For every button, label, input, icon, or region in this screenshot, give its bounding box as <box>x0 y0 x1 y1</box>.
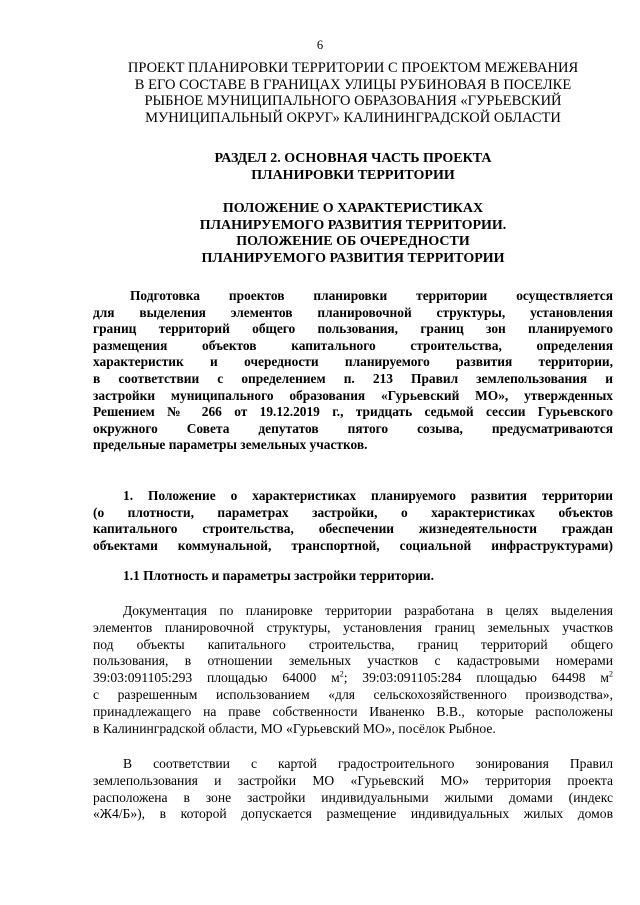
paragraph-1-line: в Калининградской области, МО «Гурьевский МО», посёлок Рыбное. <box>93 720 496 736</box>
paragraph-2-line: «Ж4/Б»), в которой допускается размещение индивидуальных жилых домов <box>93 806 613 822</box>
area-superscript: 2 <box>339 670 344 679</box>
intro-line: застройки муниципального образования «Гурьевский МО», утвержденных <box>93 387 613 403</box>
section-1-heading-line: капитального строительства, обеспечении жизнедеятельности граждан <box>93 521 613 537</box>
subsection-title <box>112 201 594 267</box>
paragraph-2-line: В соответствии с картой градостроительного зонирования Правил <box>123 756 613 771</box>
subsection-1-1-heading-text: 1.1 Плотность и параметры застройки территории. <box>123 568 434 583</box>
section-title-line: РАЗДЕЛ 2. ОСНОВНАЯ ЧАСТЬ ПРОЕКТА <box>214 151 492 166</box>
paragraph-1-line: элементов планировочной структуры, установления границ земельных участков <box>93 619 613 635</box>
section-title-line: ПЛАНИРОВКИ ТЕРРИТОРИИ <box>251 167 455 183</box>
document-title-line: МУНИЦИПАЛЬНЫЙ ОКРУГ» КАЛИНИНГРАДСКОЙ ОБЛАСТИ <box>145 109 561 126</box>
intro-line: Подготовка проектов планировки территории осуществляется <box>130 288 613 303</box>
document-title-line: ПРОЕКТ ПЛАНИРОВКИ ТЕРРИТОРИИ С ПРОЕКТОМ МЕЖЕВАНИЯ <box>127 60 579 76</box>
document-title <box>112 60 594 126</box>
paragraph-1-line: Документация по планировке территории разработана в целях выделения <box>123 603 613 618</box>
paragraph-1-line: принадлежащего на праве собственности Иваненко В.В., которые расположены <box>93 703 613 719</box>
subsection-1-1-heading <box>123 568 593 585</box>
intro-line: характеристик и очередности планируемого развития территории, <box>93 354 613 370</box>
intro-line: предельные параметры земельных участков. <box>93 437 368 453</box>
section-1-heading-line: объектами коммунальной, транспортной, социальной инфраструктурами) <box>93 537 613 553</box>
intro-line: размещения объектов капитального строительства, определения <box>93 337 613 353</box>
page-number: 6 <box>316 38 324 52</box>
paragraph-1-area-line <box>93 670 613 687</box>
document-title-line: В ЕГО СОСТАВЕ В ГРАНИЦАХ УЛИЦЫ РУБИНОВАЯ В ПОСЕЛКЕ <box>134 76 572 93</box>
section-1-heading-line: (о плотности, параметрах застройки, о характеристиках объектов <box>93 504 613 520</box>
paragraph-1 <box>93 603 613 737</box>
paragraph-2-line: землепользования и застройки МО «Гурьевский МО» территория проекта <box>93 772 613 788</box>
area-superscript: 2 <box>608 670 613 679</box>
document-title-line: РЫБНОЕ МУНИЦИПАЛЬНОГО ОБРАЗОВАНИЯ «ГУРЬЕВСКИЙ <box>144 93 562 109</box>
intro-paragraph <box>93 288 613 454</box>
intro-line: границ территорий общего пользования, границ зон планируемого <box>93 321 613 337</box>
subsection-title-line: ПЛАНИРУЕМОГО РАЗВИТИЯ ТЕРРИТОРИИ. <box>199 217 507 233</box>
subsection-title-line: ПОЛОЖЕНИЕ ОБ ОЧЕРЕДНОСТИ <box>236 234 470 249</box>
section-1-heading <box>93 488 613 554</box>
intro-line: для выделения элементов планировочной структуры, установления <box>93 304 613 320</box>
paragraph-2 <box>93 756 613 823</box>
intro-line: в соответствии с определением п. 213 Правил землепользования и <box>93 370 613 386</box>
area-text-a: 39:03:091105:293 площадью 64000 м <box>93 670 340 686</box>
subsection-title-line: ПОЛОЖЕНИЕ О ХАРАКТЕРИСТИКАХ <box>222 201 484 216</box>
paragraph-1-line: пользования, в отношении земельных участков с кадастровыми номерами <box>93 653 613 669</box>
section-1-heading-line: 1. Положение о характеристиках планируемого развития территории <box>123 488 613 503</box>
intro-line: Решением № 266 от 19.12.2019 г., тридцать седьмой сессии Гурьевского <box>93 404 613 420</box>
paragraph-2-line: расположена в зоне застройки индивидуальными жилыми домами (индекс <box>93 789 613 805</box>
section-title <box>112 151 594 184</box>
area-text-b: ; 39:03:091105:284 площадью 64498 м <box>343 670 609 686</box>
paragraph-1-line: под объекты капитального строительства, границ территорий общего <box>93 636 613 652</box>
subsection-title-line: ПЛАНИРУЕМОГО РАЗВИТИЯ ТЕРРИТОРИИ <box>201 250 505 266</box>
paragraph-1-line: с разрешенным использованием «для сельскохозяйственного производства», <box>93 686 613 702</box>
intro-line: окружного Совета депутатов пятого созыва, предусматриваются <box>93 420 613 436</box>
